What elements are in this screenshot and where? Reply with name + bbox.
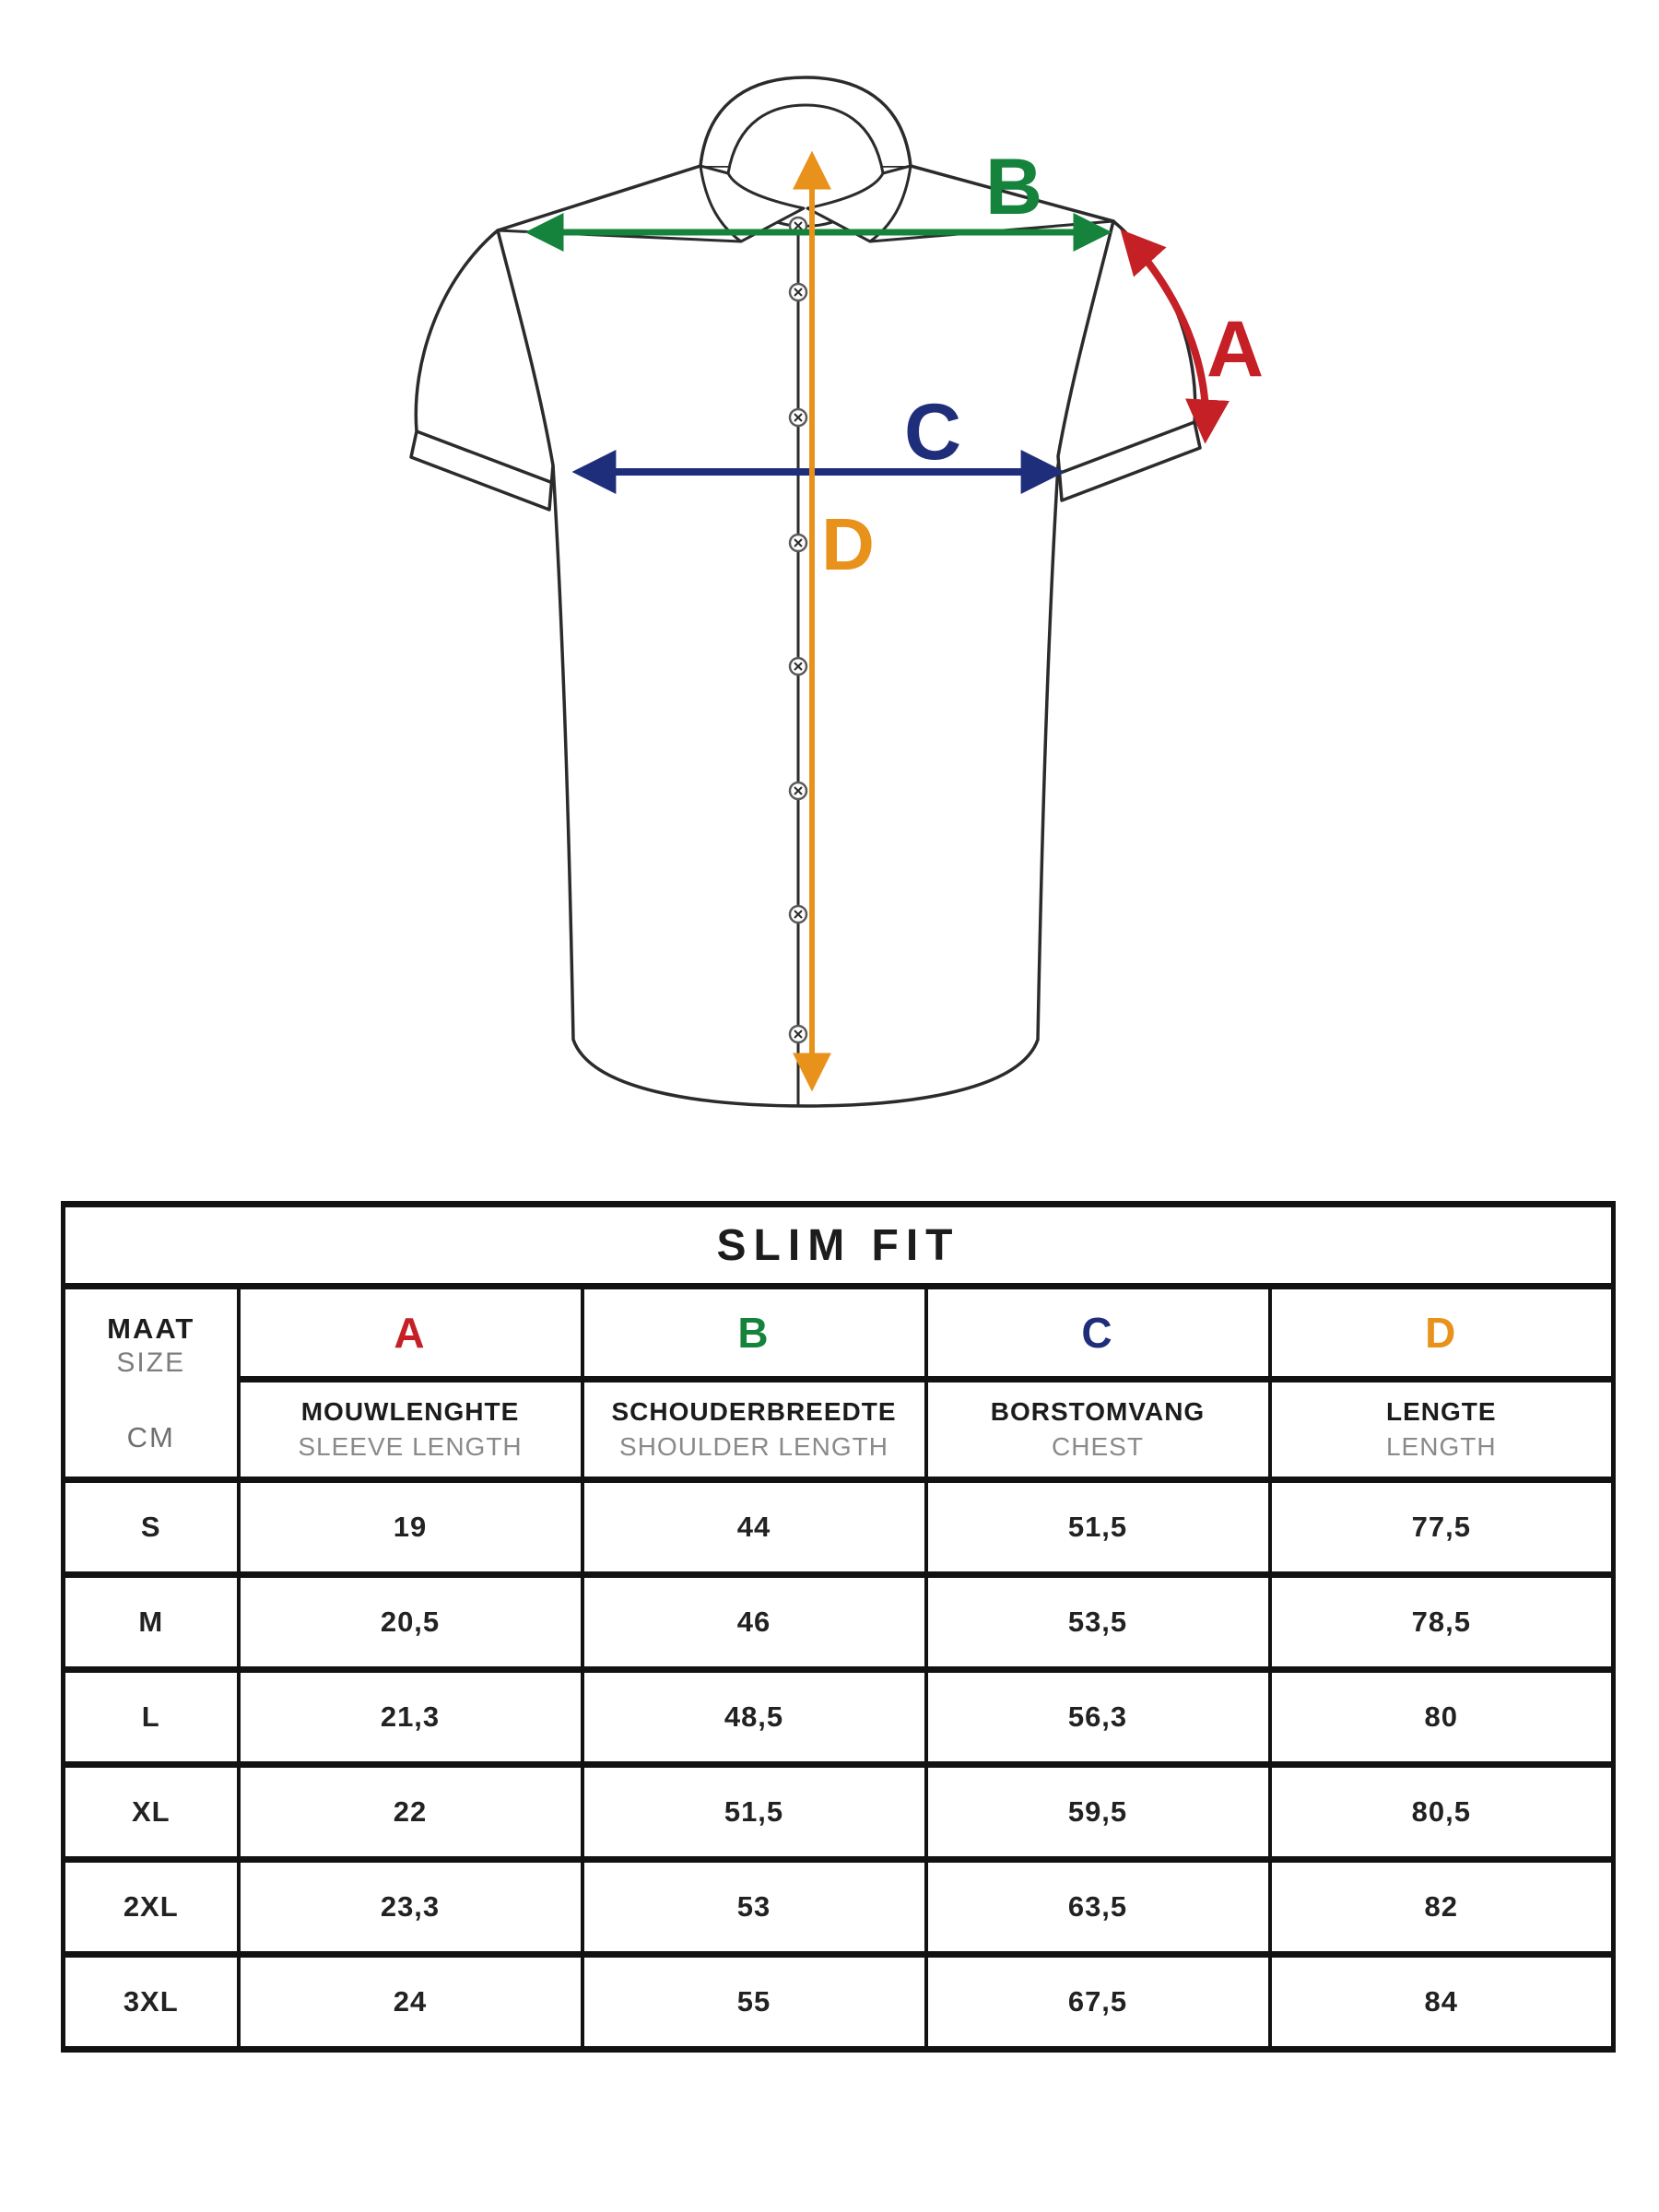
shirt-body xyxy=(498,166,1113,1106)
measure-label-a: A xyxy=(1206,305,1265,394)
value-cell: 51,5 xyxy=(926,1480,1270,1575)
value-cell: 80 xyxy=(1270,1670,1614,1765)
column-name-c-nl: BORSTOMVANG xyxy=(990,1397,1206,1426)
value-cell: 51,5 xyxy=(582,1765,926,1860)
shirt-button xyxy=(790,658,806,675)
table-row xyxy=(64,1765,1614,1860)
value-cell: 44 xyxy=(582,1480,926,1575)
value-cell: 53 xyxy=(582,1860,926,1955)
column-name-a-nl: MOUWLENGHTE xyxy=(300,1397,520,1426)
column-name-d-nl: LENGTE xyxy=(1385,1397,1497,1426)
value-cell: 24 xyxy=(239,1955,582,2050)
size-cell: 3XL xyxy=(64,1955,239,2050)
value-cell: 55 xyxy=(582,1955,926,2050)
value-cell: 67,5 xyxy=(926,1955,1270,2050)
value-cell: 19 xyxy=(239,1480,582,1575)
value-cell: 48,5 xyxy=(582,1670,926,1765)
value-cell: 63,5 xyxy=(926,1860,1270,1955)
shirt-button xyxy=(790,409,806,426)
table-row xyxy=(64,1480,1614,1575)
value-cell: 20,5 xyxy=(239,1575,582,1670)
value-cell: 22 xyxy=(239,1765,582,1860)
measure-label-c: C xyxy=(903,388,962,477)
measure-label-d: D xyxy=(821,503,875,585)
value-cell: 80,5 xyxy=(1270,1765,1614,1860)
value-cell: 53,5 xyxy=(926,1575,1270,1670)
size-label-en: SIZE xyxy=(116,1347,186,1378)
column-letter-c: C xyxy=(926,1287,1270,1380)
size-cell: L xyxy=(64,1670,239,1765)
size-table-grid xyxy=(61,1201,1616,2053)
value-cell: 82 xyxy=(1270,1860,1614,1955)
value-cell: 21,3 xyxy=(239,1670,582,1765)
column-name-d-en: LENGTH xyxy=(1385,1432,1497,1461)
column-letter-a: A xyxy=(239,1287,582,1380)
shirt-button xyxy=(790,906,806,923)
column-name-c xyxy=(926,1380,1270,1480)
shirt-button xyxy=(790,284,806,300)
column-name-b-nl: SCHOUDERBREEDTE xyxy=(611,1397,897,1426)
size-label-nl: MAAT xyxy=(107,1312,195,1345)
size-cell: 2XL xyxy=(64,1860,239,1955)
table-title: SLIM FIT xyxy=(64,1205,1614,1287)
column-name-d xyxy=(1270,1380,1614,1480)
column-name-c-en: CHEST xyxy=(1052,1432,1144,1461)
shirt-button xyxy=(790,535,806,551)
unit-label: CM xyxy=(126,1420,175,1453)
size-cell: S xyxy=(64,1480,239,1575)
value-cell: 77,5 xyxy=(1270,1480,1614,1575)
table-row xyxy=(64,1670,1614,1765)
value-cell: 84 xyxy=(1270,1955,1614,2050)
value-cell: 59,5 xyxy=(926,1765,1270,1860)
value-cell: 56,3 xyxy=(926,1670,1270,1765)
column-name-a-en: SLEEVE LENGTH xyxy=(298,1432,523,1461)
shirt-button xyxy=(790,782,806,799)
value-cell: 46 xyxy=(582,1575,926,1670)
value-cell: 23,3 xyxy=(239,1860,582,1955)
table-row xyxy=(64,1575,1614,1670)
column-letter-b: B xyxy=(582,1287,926,1380)
size-cell: XL xyxy=(64,1765,239,1860)
column-name-b xyxy=(582,1380,926,1480)
column-name-a xyxy=(239,1380,582,1480)
table-row xyxy=(64,1955,1614,2050)
shirt-button xyxy=(790,1026,806,1042)
size-table xyxy=(61,1201,1613,2053)
table-row xyxy=(64,1860,1614,1955)
size-column-header xyxy=(64,1287,239,1480)
value-cell: 78,5 xyxy=(1270,1575,1614,1670)
size-cell: M xyxy=(64,1575,239,1670)
measure-label-b: B xyxy=(984,143,1043,231)
column-letter-d: D xyxy=(1270,1287,1614,1380)
column-name-b-en: SHOULDER LENGTH xyxy=(619,1432,888,1461)
